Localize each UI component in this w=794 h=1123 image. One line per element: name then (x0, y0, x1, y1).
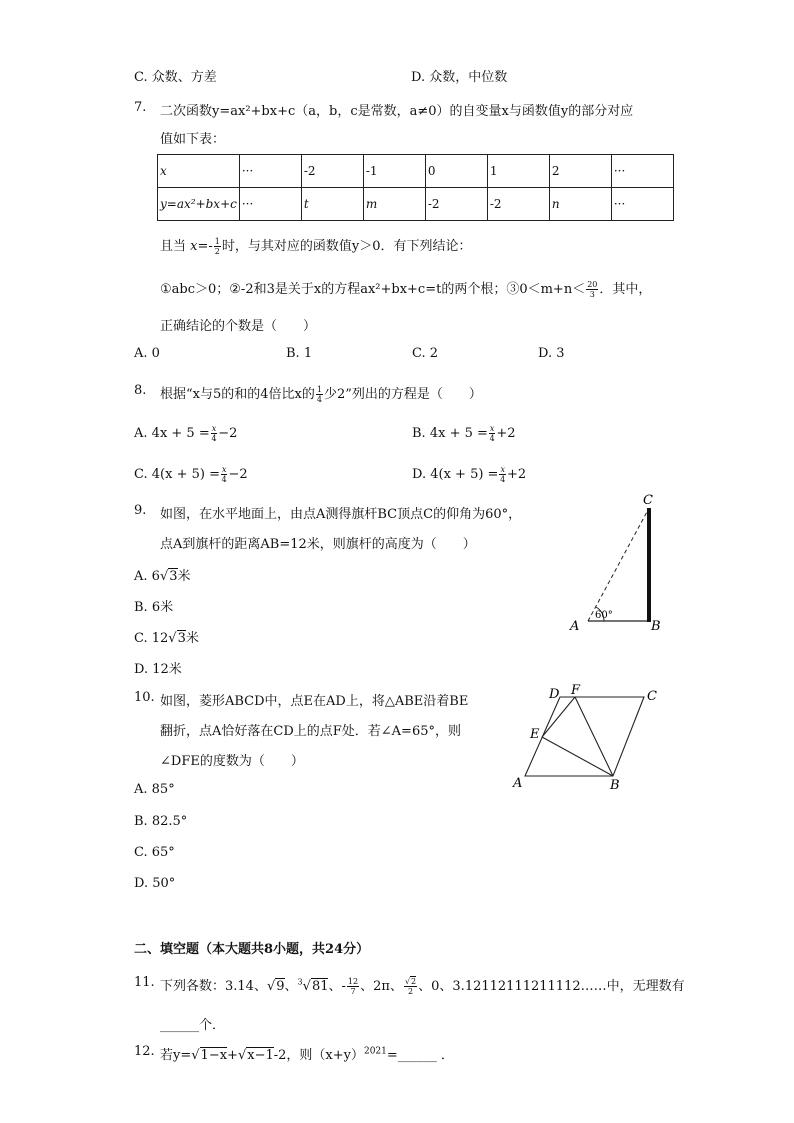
q6-option-d: D. 众数，中位数 (411, 70, 508, 85)
fraction-denominator: 2 (214, 247, 220, 256)
q7-cond-post: 时，与其对应的函数值y＞0．有下列结论： (221, 239, 472, 254)
q10-stem: 如图，菱形ABCD中，点E在AD上，将△ABE沿着BE (160, 694, 469, 709)
option-lhs: 4(x + 5) = (430, 467, 499, 482)
radicand-2: x−1 (247, 1048, 274, 1063)
point-c-label: C (647, 689, 657, 704)
cbrt-81: 81 (311, 979, 329, 994)
fraction-denominator: 2 (407, 987, 414, 996)
q7-cond-pre: 且当 (160, 239, 187, 254)
table-cell: t (301, 188, 363, 221)
fraction-numerator: x (211, 424, 217, 433)
option-label: A. (134, 426, 148, 441)
q10-option-d: D. 50° (134, 876, 176, 891)
table-cell: x (158, 155, 240, 188)
option-fraction (499, 465, 506, 484)
option-label: B. (412, 426, 426, 441)
q8-option-b (412, 424, 516, 443)
option-fraction (489, 424, 496, 443)
q11-number: 11. (134, 975, 155, 990)
exponent: 2021 (363, 1046, 387, 1057)
q8-option-a (134, 424, 237, 443)
option-label: C. 12 (134, 631, 169, 646)
q9-number: 9. (134, 503, 147, 518)
table-row (158, 188, 674, 221)
q7-option-b: B. 1 (286, 346, 313, 361)
table-row (158, 155, 674, 188)
fraction-numerator: 2 (411, 977, 417, 986)
q7-stem-3: 正确结论的个数是（ ） (160, 319, 317, 334)
q9-option-a: A. 6√3米 (134, 569, 191, 584)
q12-number: 12. (134, 1044, 155, 1059)
point-a-label: A (570, 619, 580, 634)
fraction-denominator: 7 (350, 987, 356, 996)
table-cell: n (549, 188, 611, 221)
point-a-label: A (513, 776, 523, 791)
q8-stem-b: 少2”列出的方程是（ ） (323, 387, 482, 402)
section-title: 二、填空题（本大题共8小题，共24分） (134, 942, 370, 957)
q10-rhombus-figure (505, 680, 670, 795)
option-fraction (221, 465, 228, 484)
segment-ef (542, 697, 575, 737)
option-unit: 米 (177, 569, 191, 584)
fraction-denominator: 4 (500, 475, 506, 484)
q11-stem: 下列各数：3.14、√9、$^3$√81、- $\frac{12}{7}$ 、2π、 $\frac{√2}{2}$ 、0、3.12112111211112……中，无理数有 (160, 977, 685, 996)
point-e-label: E (530, 727, 540, 742)
fraction-denominator: 4 (489, 434, 495, 443)
option-rhs: +2 (496, 426, 516, 441)
option-label: D. (412, 467, 427, 482)
table-cell: -2 (487, 188, 549, 221)
q12-answer-blank[interactable]: =______ ． (386, 1048, 454, 1063)
q11-blank[interactable]: ______个． (160, 1018, 226, 1033)
option-radicand: 3 (177, 631, 186, 646)
angle-label: 60° (595, 610, 613, 621)
neg-fraction (347, 977, 359, 996)
point-d-label: D (549, 687, 560, 702)
q12-stem: 若y=√1−x+√x−1-2，则$(x+y)^{2021}=\_\_\_\_\_\_$ ． (160, 1046, 454, 1063)
table-cell: 1 (487, 155, 549, 188)
q8-number: 8. (134, 383, 147, 398)
q7-condition (160, 235, 472, 256)
table-cell: -2 (425, 188, 487, 221)
q12-pre: 若y= (160, 1048, 192, 1063)
sqrt2-half: $\frac{√2}{2}$ (404, 977, 417, 996)
q7-option-a: A. 0 (134, 346, 160, 361)
fraction-denominator: 4 (316, 395, 322, 404)
q8-option-d (412, 465, 526, 484)
q10-option-c: C. 65° (134, 845, 175, 860)
q7-conclusions-text: ①abc＞0；②-2和3是关于x的方程ax²+bx+c=t的两个根；③0＜m+n＜ (160, 282, 586, 297)
segment-bf (575, 697, 613, 776)
table-cell: -2 (301, 155, 363, 188)
q8-stem-fraction (316, 385, 323, 404)
fraction-numerator: x (500, 465, 505, 474)
q10-stem-2: 翻折，点A恰好落在CD上的点F处．若∠A=65°，则 (160, 724, 461, 739)
cube-root-index: 3 (297, 977, 303, 987)
two-pi: 2π (373, 979, 390, 994)
fraction-numerator: 1 (316, 385, 322, 394)
q7-stem-2: 值如下表： (160, 132, 226, 147)
point-b-label: B (610, 778, 620, 793)
table-cell: ··· (611, 188, 673, 221)
q9-stem-2: 点A到旗杆的距离AB=12米，则旗杆的高度为（ ） (160, 537, 476, 552)
fraction-denominator: 4 (211, 434, 217, 443)
q12-mid: -2，则（x+y） (273, 1048, 364, 1063)
point-b-label: B (651, 619, 661, 634)
table-cell: ··· (239, 155, 301, 188)
point-f-label: F (571, 683, 581, 698)
q8-stem (160, 383, 482, 404)
option-lhs: 4x + 5 = (429, 426, 488, 441)
q10-option-b: B. 82.5° (134, 814, 188, 829)
table-cell: 2 (549, 155, 611, 188)
option-rhs: +2 (506, 467, 527, 482)
q10-number: 10. (134, 690, 155, 705)
option-lhs: 4x + 5 = (151, 426, 210, 441)
option-lhs: 4(x + 5) = (151, 467, 220, 482)
q7-stem: 二次函数y=ax²+bx+c（a，b，c是常数，a≠0）的自变量x与函数值y的部分对应 (160, 104, 634, 119)
q7-conclusions-tail: ．其中， (599, 282, 652, 297)
option-unit: 米 (185, 631, 199, 646)
table-cell: ··· (239, 188, 301, 221)
q7-cond-x: x=- (190, 239, 213, 254)
q11-stem-a: 下列各数：3.14、 (160, 979, 267, 994)
table-cell: m (363, 188, 425, 221)
q7-cond-fraction (214, 237, 221, 256)
q7-value-table (157, 154, 674, 221)
table-cell: ··· (611, 155, 673, 188)
q10-stem-3: ∠DFE的度数为（ ） (160, 754, 304, 769)
q7-option-c: C. 2 (412, 346, 439, 361)
sight-line (588, 510, 648, 621)
fraction-numerator: x (489, 424, 495, 433)
segment-be (542, 737, 613, 776)
table-cell: y=ax²+bx+c (158, 188, 240, 221)
table-cell: -1 (363, 155, 425, 188)
q8-stem-a: 根据“x与5的和的4倍比x的 (160, 387, 315, 402)
q7-conc-fraction (586, 280, 598, 299)
q9-option-c: C. 12√3米 (134, 631, 199, 646)
fraction-numerator: x (221, 465, 227, 474)
q9-option-d: D. 12米 (134, 662, 182, 677)
table-cell: 0 (425, 155, 487, 188)
fraction-numerator: 20 (587, 280, 598, 289)
option-rhs: −2 (228, 467, 248, 482)
q6-option-c: C. 众数、方差 (134, 70, 217, 85)
sqrt-9: 9 (276, 979, 285, 994)
fraction-denominator: 4 (221, 475, 227, 484)
q10-option-a: A. 85° (134, 782, 175, 797)
q9-flagpole-figure (560, 488, 670, 638)
option-radicand: 3 (169, 569, 178, 584)
option-label: C. (134, 467, 148, 482)
q11-stem-b: 、0、3.12112111211112……中，无理数有 (418, 979, 685, 994)
point-c-label: C (643, 493, 653, 508)
q7-conclusions (160, 278, 651, 299)
radicand-1: 1−x (200, 1048, 228, 1063)
option-rhs: −2 (218, 426, 238, 441)
q9-option-b: B. 6米 (134, 600, 174, 615)
option-label: A. 6 (134, 569, 160, 584)
q8-option-c (134, 465, 248, 484)
q7-number: 7. (134, 100, 147, 115)
q7-option-d: D. 3 (538, 346, 565, 361)
fraction-numerator: 1 (214, 237, 220, 246)
fraction-numerator: 12 (347, 977, 359, 986)
option-fraction (211, 424, 218, 443)
q9-stem: 如图，在水平地面上，由点A测得旗杆BC顶点C的仰角为60°， (160, 507, 522, 522)
fraction-denominator: 3 (589, 290, 595, 299)
